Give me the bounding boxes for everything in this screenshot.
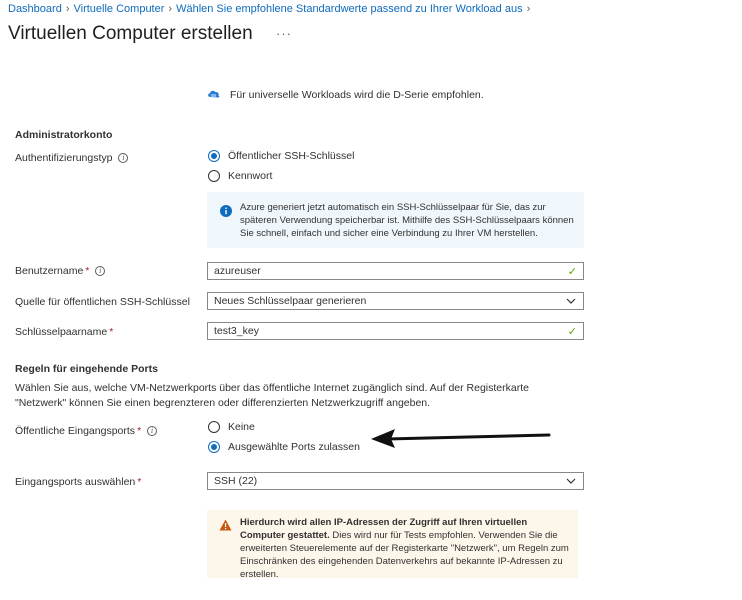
select-ports-dropdown[interactable] [207, 472, 584, 490]
info-icon[interactable]: i [147, 426, 157, 436]
radio-button-checked[interactable] [208, 441, 220, 453]
recommendation-text: Für universelle Workloads wird die D-Serie empfohlen. [230, 89, 484, 101]
radio-button-unchecked[interactable] [208, 421, 220, 433]
required-marker: * [137, 425, 142, 437]
radio-button-checked[interactable] [208, 150, 220, 162]
checkmark-icon: ✓ [567, 325, 577, 338]
radio-label-none: Keine [228, 421, 255, 433]
annotation-arrow-icon [365, 426, 555, 450]
required-marker: * [85, 265, 90, 277]
required-marker: * [137, 476, 142, 488]
breadcrumb-dashboard[interactable]: Dashboard [8, 3, 62, 15]
breadcrumb-workload-defaults[interactable]: Wählen Sie empfohlene Standardwerte passend zu Ihrer Workload aus [176, 3, 523, 15]
breadcrumb [8, 3, 534, 15]
chevron-down-icon [565, 475, 577, 487]
warning-message-box [207, 510, 578, 578]
info-message-text: Azure generiert jetzt automatisch ein SSH-Schlüsselpaar für Sie, das zur späteren Verwendung speicherbar ist. Mithilfe des SSH-Schlüsselpaars können Sie schnell, einfach und sicher eine Verbindung zu Ihrer VM herstellen. [240, 202, 574, 239]
username-label [15, 265, 105, 277]
radio-label-allow-selected: Ausgewählte Ports zulassen [228, 441, 360, 453]
ssh-source-value: Neues Schlüsselpaar generieren [214, 295, 367, 307]
warning-triangle-icon [219, 519, 232, 535]
info-circle-icon [220, 205, 232, 221]
section-heading-inbound-ports: Regeln für eingehende Ports [15, 363, 158, 375]
select-ports-value: SSH (22) [214, 475, 258, 487]
radio-option-ssh-key[interactable] [208, 150, 354, 162]
keypair-name-value: test3_key [214, 325, 259, 337]
chevron-down-icon [565, 295, 577, 307]
auth-type-label [15, 152, 128, 164]
breadcrumb-virtual-machines[interactable]: Virtuelle Computer [73, 3, 165, 15]
required-marker: * [109, 326, 114, 338]
more-options-button[interactable]: ··· [276, 26, 292, 41]
radio-label-password: Kennwort [228, 170, 273, 182]
chevron-right-icon: › [168, 3, 173, 15]
username-input[interactable] [207, 262, 584, 280]
inbound-ports-description: Wählen Sie aus, welche VM-Netzwerkports über das öffentliche Internet zugänglich sind. Auf der Registerkarte "Netzwerk" können Sie einen begrenzteren oder differenzierten Netzwerkzugriff angeben. [15, 382, 529, 409]
keypair-name-input[interactable] [207, 322, 584, 340]
cloud-vm-icon [207, 86, 221, 104]
username-value: azureuser [214, 265, 261, 277]
keypair-name-label [15, 326, 113, 338]
chevron-right-icon: › [65, 3, 70, 15]
info-icon[interactable]: i [95, 266, 105, 276]
keypair-name-label-text: Schlüsselpaarname [15, 326, 108, 338]
info-icon[interactable]: i [118, 153, 128, 163]
checkmark-icon: ✓ [567, 265, 577, 278]
radio-label-ssh-key: Öffentlicher SSH-Schlüssel [228, 150, 355, 162]
public-ports-label [15, 425, 157, 437]
radio-option-password[interactable] [208, 170, 272, 182]
chevron-right-icon: › [526, 3, 531, 15]
select-ports-label [15, 476, 141, 488]
radio-button-unchecked[interactable] [208, 170, 220, 182]
auth-type-label-text: Authentifizierungstyp [15, 152, 113, 164]
radio-option-allow-selected[interactable] [208, 441, 360, 453]
section-heading-admin: Administratorkonto [15, 129, 113, 141]
username-label-text: Benutzername [15, 265, 84, 277]
ssh-source-label: Quelle für öffentlichen SSH-Schlüssel [15, 296, 190, 308]
ssh-source-dropdown[interactable] [207, 292, 584, 310]
select-ports-label-text: Eingangsports auswählen [15, 476, 136, 488]
info-message-box [207, 192, 584, 248]
warning-bold-text: Hierdurch wird allen IP-Adressen der Zugriff auf Ihren virtuellen Computer gestattet. [240, 517, 528, 541]
page-title: Virtuellen Computer erstellen [8, 23, 253, 44]
public-ports-label-text: Öffentliche Eingangsports [15, 425, 136, 437]
warning-text: Dies wird nur für Tests empfohlen. Verwenden Sie die erweiterten Steuerelemente auf der Registerkarte "Netzwerk", um Regeln zum Einschränken des eingehenden Datenverkehrs auf bekannte IP-Adressen zu erstellen. [240, 530, 569, 580]
radio-option-none[interactable] [208, 421, 255, 433]
